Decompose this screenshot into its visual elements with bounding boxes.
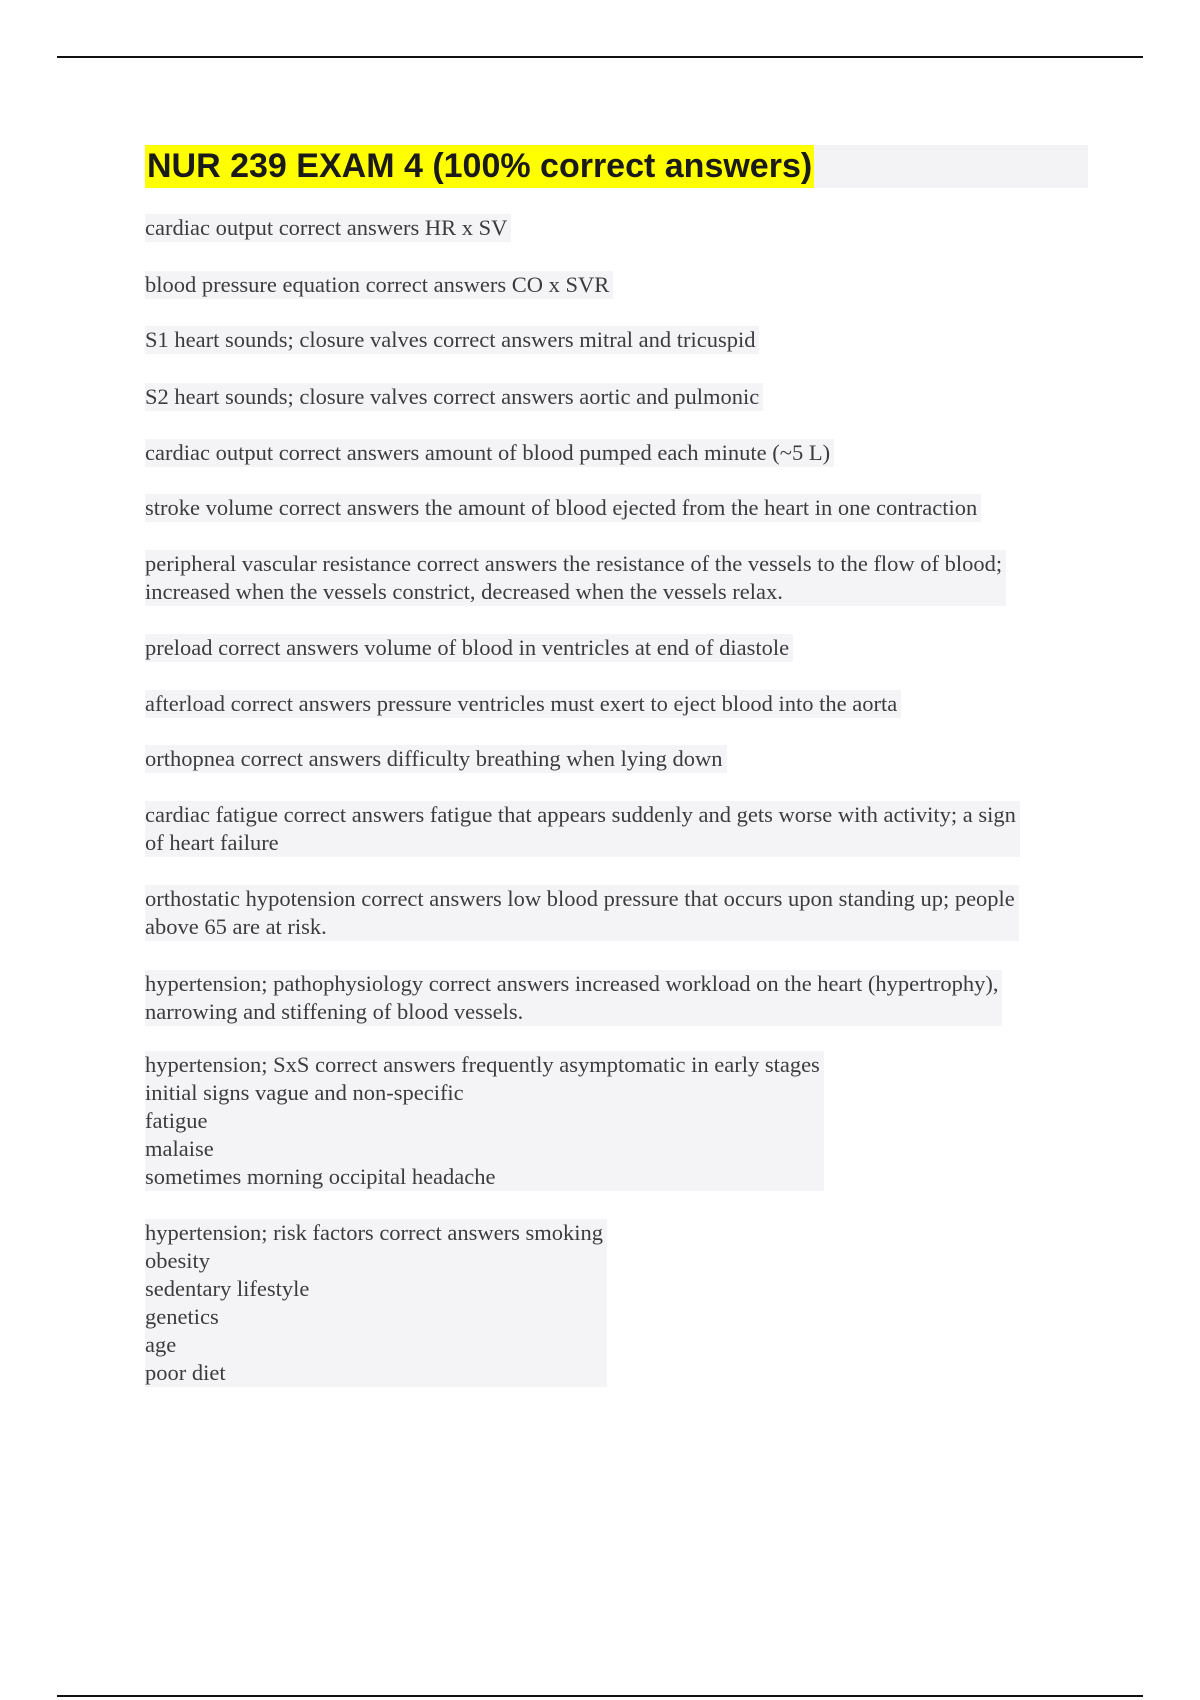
qa-item <box>145 745 727 773</box>
qa-item <box>145 494 981 522</box>
qa-item <box>145 439 834 467</box>
qa-text: hypertension; pathophysiology correct answers increased workload on the heart (hypertrophy), narrowing and stiffening of blood vessels. <box>145 970 1002 1026</box>
qa-text: cardiac output correct answers HR x SV <box>145 214 511 242</box>
qa-text: blood pressure equation correct answers CO x SVR <box>145 271 613 299</box>
qa-item <box>145 1219 607 1387</box>
qa-text: S2 heart sounds; closure valves correct answers aortic and pulmonic <box>145 383 763 411</box>
qa-item <box>145 214 511 242</box>
qa-item <box>145 801 1020 857</box>
qa-text: hypertension; risk factors correct answers smoking obesity sedentary lifestyle genetics age poor diet <box>145 1219 607 1387</box>
qa-text: cardiac fatigue correct answers fatigue that appears suddenly and gets worse with activity; a sign of heart failure <box>145 801 1020 857</box>
title-row <box>145 145 1088 188</box>
qa-text: S1 heart sounds; closure valves correct answers mitral and tricuspid <box>145 326 759 354</box>
qa-text: hypertension; SxS correct answers frequently asymptomatic in early stages initial signs vague and non-specific fatigue malaise sometimes morning occipital headache <box>145 1051 824 1191</box>
qa-text: orthopnea correct answers difficulty breathing when lying down <box>145 745 727 773</box>
top-rule <box>57 56 1143 58</box>
qa-text: cardiac output correct answers amount of blood pumped each minute (~5 L) <box>145 439 834 467</box>
qa-item <box>145 383 763 411</box>
qa-item <box>145 885 1019 941</box>
qa-item <box>145 970 1002 1026</box>
qa-text: peripheral vascular resistance correct answers the resistance of the vessels to the flow of blood; increased when the vessels constrict, decreased when the vessels relax. <box>145 550 1006 606</box>
qa-item <box>145 550 1006 606</box>
qa-item <box>145 634 793 662</box>
qa-item <box>145 690 901 718</box>
qa-item <box>145 271 613 299</box>
qa-item <box>145 1051 824 1191</box>
qa-text: afterload correct answers pressure ventricles must exert to eject blood into the aorta <box>145 690 901 718</box>
qa-text: stroke volume correct answers the amount of blood ejected from the heart in one contraction <box>145 494 981 522</box>
qa-text: orthostatic hypotension correct answers low blood pressure that occurs upon standing up; people above 65 are at risk. <box>145 885 1019 941</box>
bottom-rule <box>57 1695 1143 1697</box>
document-title: NUR 239 EXAM 4 (100% correct answers) <box>145 145 814 188</box>
qa-text: preload correct answers volume of blood in ventricles at end of diastole <box>145 634 793 662</box>
qa-item <box>145 326 759 354</box>
